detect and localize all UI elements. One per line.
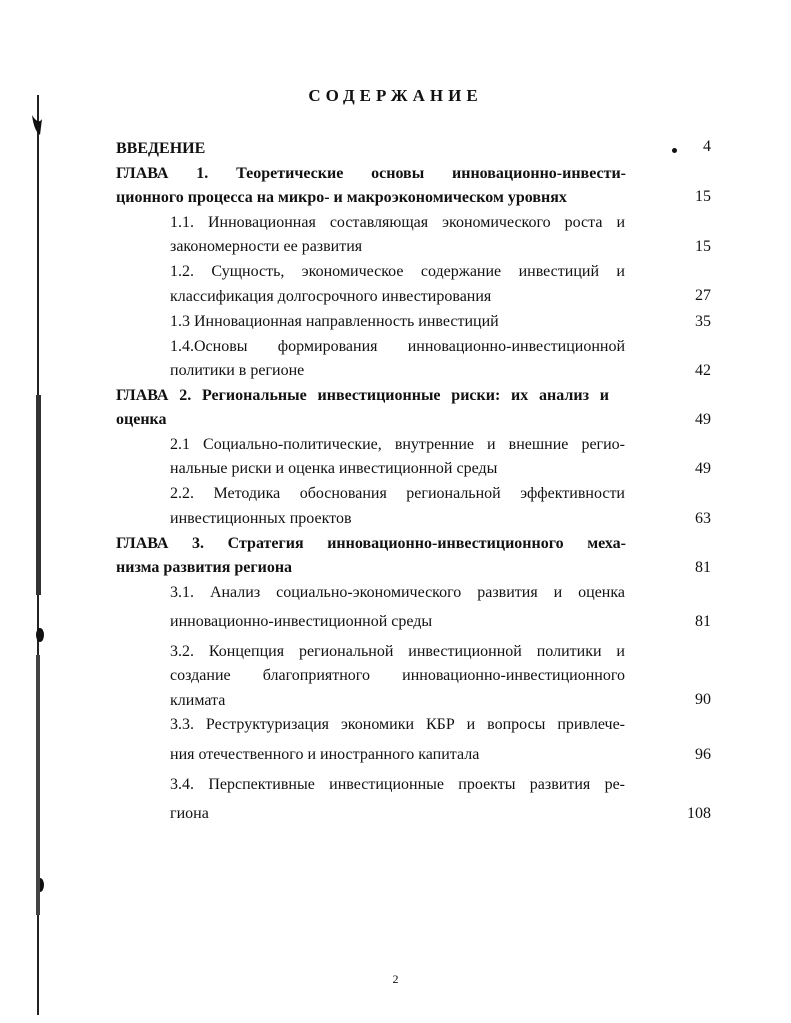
toc-entry-intro: ВВЕДЕНИЕ xyxy=(116,140,206,157)
toc-page-section-1-3: 35 xyxy=(695,313,711,330)
toc-section-2-1-line-1: 2.1 Социально-политические, внутренние и внешние регио- xyxy=(170,436,625,453)
toc-section-3-1-line-2: инновационно-инвестиционной среды xyxy=(170,613,433,630)
toc-section-2-2-line-1: 2.2. Методика обоснования региональной эффективности xyxy=(170,485,625,502)
toc-chapter-3-line-2: низма развития региона xyxy=(116,559,293,576)
toc-chapter-3-line-1: ГЛАВА 3. Стратегия инновационно-инвестиционного меха- xyxy=(116,535,626,552)
toc-chapter-1-line-1: ГЛАВА 1. Теоретические основы инновационно-инвести- xyxy=(116,165,626,182)
toc-section-2-1-line-2: нальные риски и оценка инвестиционной среды xyxy=(170,460,498,477)
toc-section-1-1-line-2: закономерности ее развития xyxy=(170,238,363,255)
toc-section-3-2-line-1: 3.2. Концепция региональной инвестиционной политики и xyxy=(170,643,625,660)
toc-page-section-1-4: 42 xyxy=(695,362,711,379)
toc-section-1-4-line-1: 1.4.Основы формирования инновационно-инвестиционной xyxy=(170,338,625,355)
toc-page-intro: 4 xyxy=(703,138,711,155)
toc-section-1-4-line-2: политики в регионе xyxy=(170,362,305,379)
toc-page-chapter-1: 15 xyxy=(695,188,711,205)
toc-page-section-1-2: 27 xyxy=(695,287,711,304)
toc-page-section-3-3: 96 xyxy=(695,746,711,763)
toc-section-1-1-line-1: 1.1. Инновационная составляющая экономического роста и xyxy=(170,214,625,231)
toc-chapter-2-line-2: оценка xyxy=(116,411,167,428)
toc-section-3-4-line-1: 3.4. Перспективные инвестиционные проекты развития ре- xyxy=(170,776,625,793)
toc-section-3-2-line-2: создание благоприятного инновационно-инвестиционного xyxy=(170,667,625,684)
toc-chapter-1-line-2: ционного процесса на микро- и макроэкономическом уровнях xyxy=(116,189,567,206)
page-number: 2 xyxy=(392,972,399,986)
scan-edge-artifact xyxy=(30,95,46,1015)
page-title: СОДЕРЖАНИЕ xyxy=(308,86,483,105)
toc-page-section-3-1: 81 xyxy=(695,613,711,630)
toc-section-2-2-line-2: инвестиционных проектов xyxy=(170,510,352,527)
toc-section-1-2-line-2: классификация долгосрочного инвестирования xyxy=(170,288,492,305)
toc-page-section-3-2: 90 xyxy=(695,691,711,708)
toc-page-section-3-4: 108 xyxy=(687,805,711,822)
toc-section-3-1-line-1: 3.1. Анализ социально-экономического развития и оценка xyxy=(170,584,625,601)
toc-chapter-2-line-1: ГЛАВА 2. Региональные инвестиционные риски: их анализ и xyxy=(116,387,609,404)
toc-section-3-3-line-1: 3.3. Реструктуризация экономики КБР и вопросы привлече- xyxy=(170,716,625,733)
toc-section-1-3: 1.3 Инновационная направленность инвестиций xyxy=(170,313,499,330)
toc-page-section-1-1: 15 xyxy=(695,238,711,255)
toc-section-3-4-line-2: гиона xyxy=(170,805,209,822)
toc-page-chapter-2: 49 xyxy=(695,411,711,428)
toc-page-section-2-1: 49 xyxy=(695,460,711,477)
toc-page-chapter-3: 81 xyxy=(695,559,711,576)
toc-section-3-2-line-3: климата xyxy=(170,692,226,709)
toc-section-3-3-line-2: ния отечественного и иностранного капитала xyxy=(170,746,480,763)
toc-page-section-2-2: 63 xyxy=(695,510,711,527)
toc-section-1-2-line-1: 1.2. Сущность, экономическое содержание инвестиций и xyxy=(170,263,625,280)
